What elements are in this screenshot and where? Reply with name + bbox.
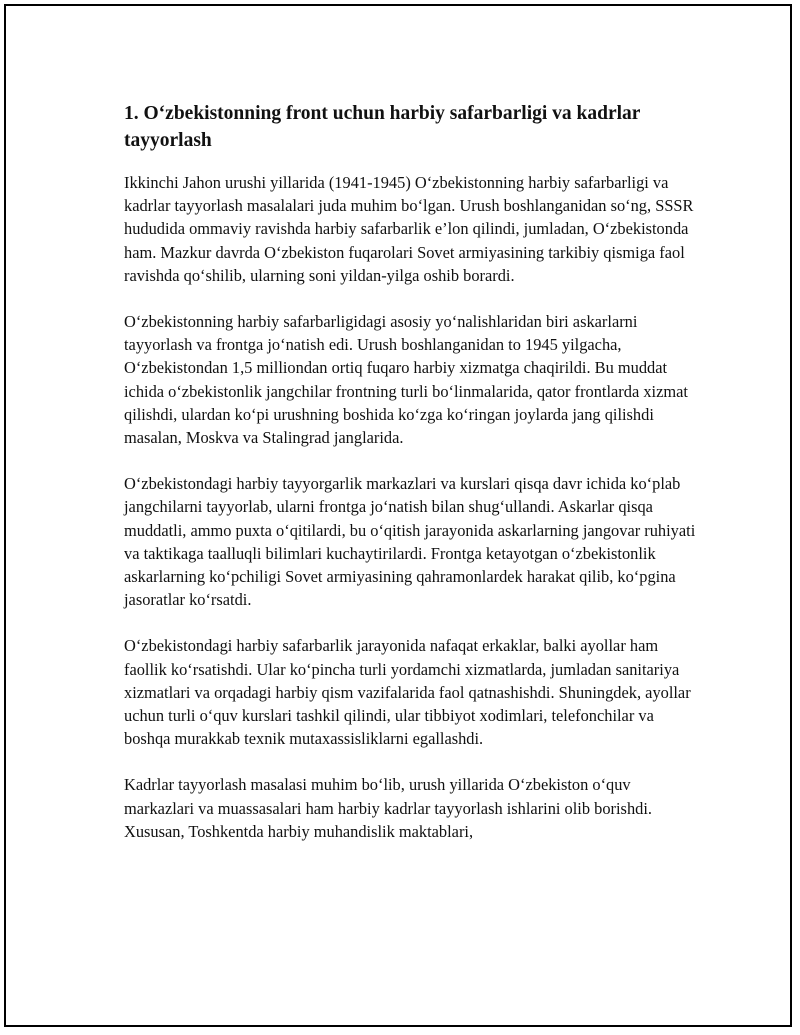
section-heading: 1. O‘zbekistonning front uchun harbiy safarbarligi va kadrlar tayyorlash bbox=[124, 103, 641, 151]
paragraph: O‘zbekistondagi harbiy tayyorgarlik markazlari va kurslari qisqa davr ichida ko‘plab jangchilarni tayyorlab, ularni frontga jo‘natish bilan shug‘ullandi. Askarlar qisqa muddatli, ammo puxta o‘qitilardi, bu o‘qitish jarayonida askarlarning jangovar ruhiyati va taktikaga taalluqli bilimlari kuchaytirilardi. Frontga ketayotgan o‘zbekistonlik askarlarning ko‘pchiligi Sovet armiyasining qahramonlardek harakat qilib, ko‘pgina jasoratlar ko‘rsatdi. bbox=[124, 474, 696, 610]
document-body bbox=[124, 100, 699, 866]
paragraph: O‘zbekistonning harbiy safarbarligidagi asosiy yo‘nalishlaridan biri askarlarni tayyorlash va frontga jo‘natish edi. Urush boshlanganidan to 1945 yilgacha, O‘zbekistondan 1,5 milliondan ortiq fuqaro harbiy xizmatga chaqirildi. Bu muddat ichida o‘zbekistonlik jangchilar frontning turli bo‘linmalarida, qator frontlarda xizmat qilishdi, ulardan ko‘pi urushning boshida ko‘zga ko‘ringan joylarda jang qilishdi masalan, Moskva va Stalingrad janglarida. bbox=[124, 312, 688, 448]
page-frame bbox=[4, 4, 792, 1027]
paragraph: O‘zbekistondagi harbiy safarbarlik jarayonida nafaqat erkaklar, balki ayollar ham faollik ko‘rsatishdi. Ular ko‘pincha turli yordamchi xizmatlarda, jumladan sanitariya xizmatlari va orqadagi harbiy qism vazifalarida faol qatnashishdi. Shuningdek, ayollar uchun turli o‘quv kurslari tashkil qilindi, ular tibbiyot xodimlari, telefonchilar va boshqa murakkab texnik mutaxassisliklarni egallashdi. bbox=[124, 636, 691, 749]
paragraph: Ikkinchi Jahon urushi yillarida (1941-1945) O‘zbekistonning harbiy safarbarligi va kadrlar tayyorlash masalalari juda muhim bo‘lgan. Urush boshlanganidan so‘ng, SSSR hududida ommaviy ravishda harbiy safarbarlik e’lon qilindi, jumladan, O‘zbekistonda ham. Mazkur davrda O‘zbekiston fuqarolari Sovet armiyasining tarkibiy qismiga faol ravishda qo‘shilib, ularning soni yildan-yilga oshib borardi. bbox=[124, 173, 694, 285]
paragraph: Kadrlar tayyorlash masalasi muhim bo‘lib, urush yillarida O‘zbekiston o‘quv markazlari va muassasalari ham harbiy kadrlar tayyorlash ishlarini olib borishdi. Xususan, Toshkentda harbiy muhandislik maktablari, bbox=[124, 775, 652, 841]
